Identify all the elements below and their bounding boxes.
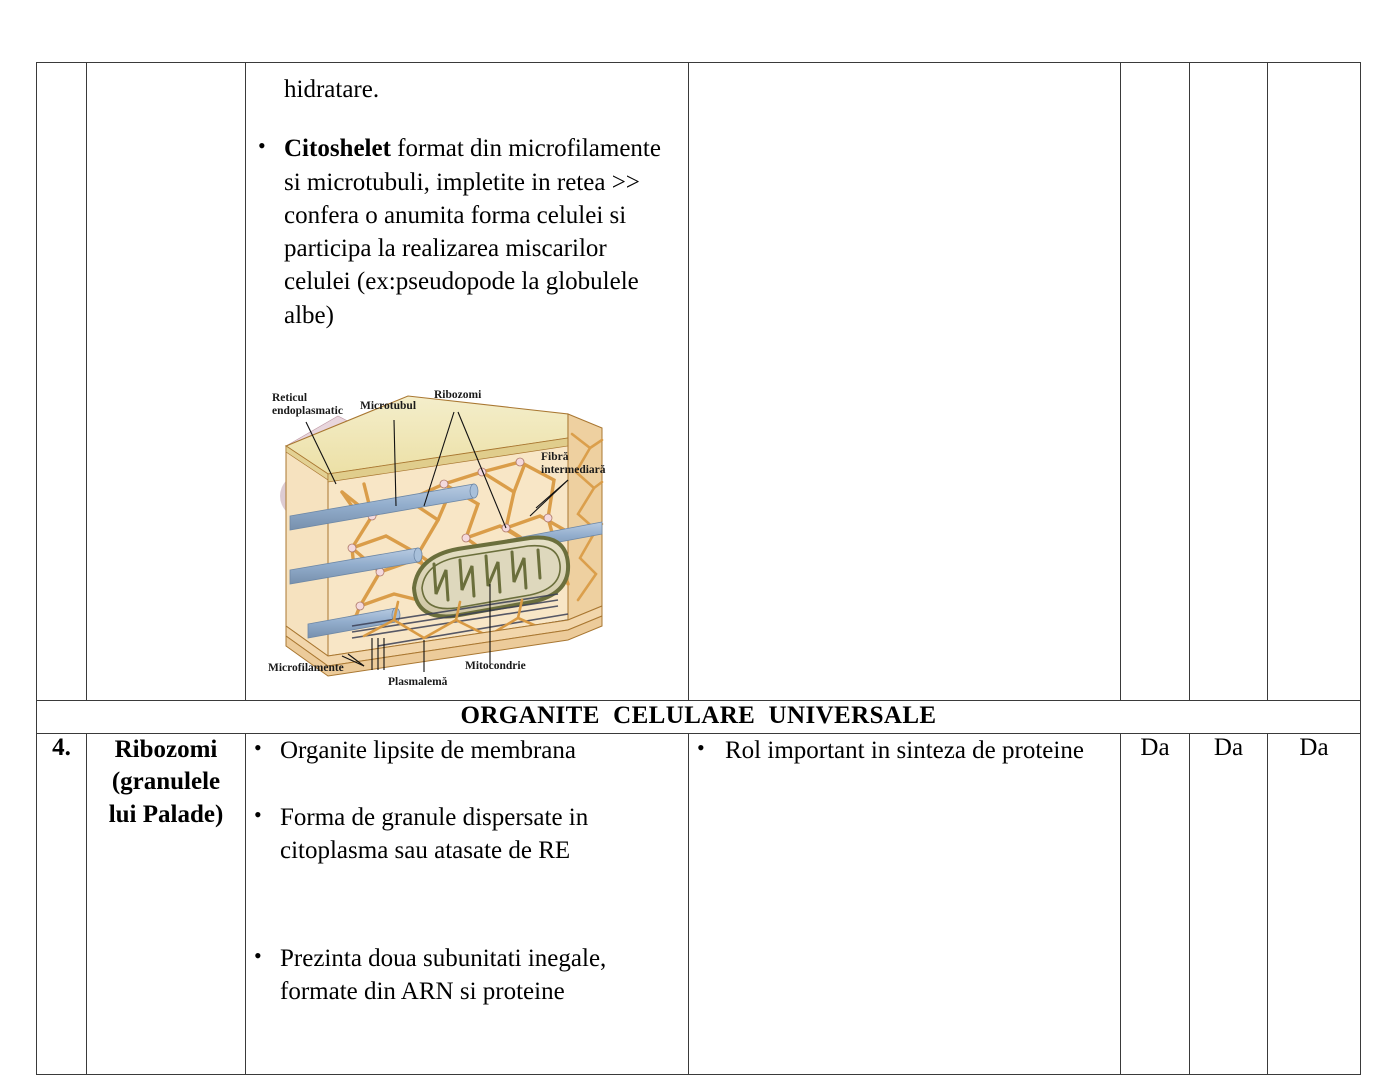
figure-label-reticul-endoplasmatic: Reticul endoplasmatic (272, 391, 343, 417)
organelle-name-line-1: Ribozomi (114, 735, 218, 763)
cell-role-empty (689, 63, 1121, 701)
continued-bullet-list (250, 132, 676, 332)
cell-presence-3: Da (1268, 733, 1361, 1074)
figure-label-ribozomi: Ribozomi (434, 388, 482, 401)
cell-structure (246, 733, 689, 1074)
cell-name-empty (87, 63, 246, 701)
table-row (37, 733, 1361, 1074)
figure-label-microtubul: Microtubul (360, 399, 417, 412)
content-table (36, 62, 1361, 1075)
bullet-body-text: format din microfilamente si microtubuli, impletite in retea >> confera o anumita forma celulei si participa la realizarea miscarilor celulei (ex:pseudopode la globulele albe) (284, 135, 661, 329)
figure-label-plasmalema: Plasmalemă (388, 675, 448, 688)
cell-section-banner (37, 700, 1361, 733)
cell-presence-1: Da (1121, 733, 1190, 1074)
list-item: • Forma de granule dispersate in citoplasma sau atasate de RE (246, 801, 688, 868)
table-row-section-banner (37, 700, 1361, 733)
cell-presence-2: Da (1190, 733, 1268, 1074)
list-item (250, 132, 676, 332)
continued-first-line: hidratare. (284, 76, 380, 103)
cell-row-number: 4. (37, 733, 87, 1074)
cytoskeleton-illustration (268, 388, 628, 678)
list-item: • Rol important in sinteza de proteine (689, 734, 1120, 767)
table-row-continued (37, 63, 1361, 701)
organelle-name-line-2: (granulele (111, 768, 221, 796)
structure-bullet-list (246, 734, 688, 1008)
list-item: • Organite lipsite de membrana (246, 734, 688, 767)
cell-nr-empty (37, 63, 87, 701)
cell-d3-empty (1268, 63, 1361, 701)
figure-label-microfilamente: Microfilamente (268, 661, 344, 674)
figure-label-mitocondrie: Mitocondrie (465, 659, 526, 672)
section-title: ORGANITE CELULARE UNIVERSALE (460, 701, 937, 729)
cell-d1-empty (1121, 63, 1190, 701)
cell-structure-continued (246, 63, 689, 701)
organelle-name-line-3: lui Palade) (108, 800, 224, 828)
figure-label-fibra-intermediara: Fibră intermediară (541, 450, 606, 476)
role-bullet-list (689, 734, 1120, 767)
list-item: • Prezinta doua subunitati inegale, formate din ARN si proteine (246, 942, 688, 1009)
cell-d2-empty (1190, 63, 1268, 701)
cell-organelle-name (87, 733, 246, 1074)
cell-role (689, 733, 1121, 1074)
cytoskeleton-figure (268, 388, 628, 700)
bullet-bold-lead: Citoshelet (284, 135, 391, 163)
